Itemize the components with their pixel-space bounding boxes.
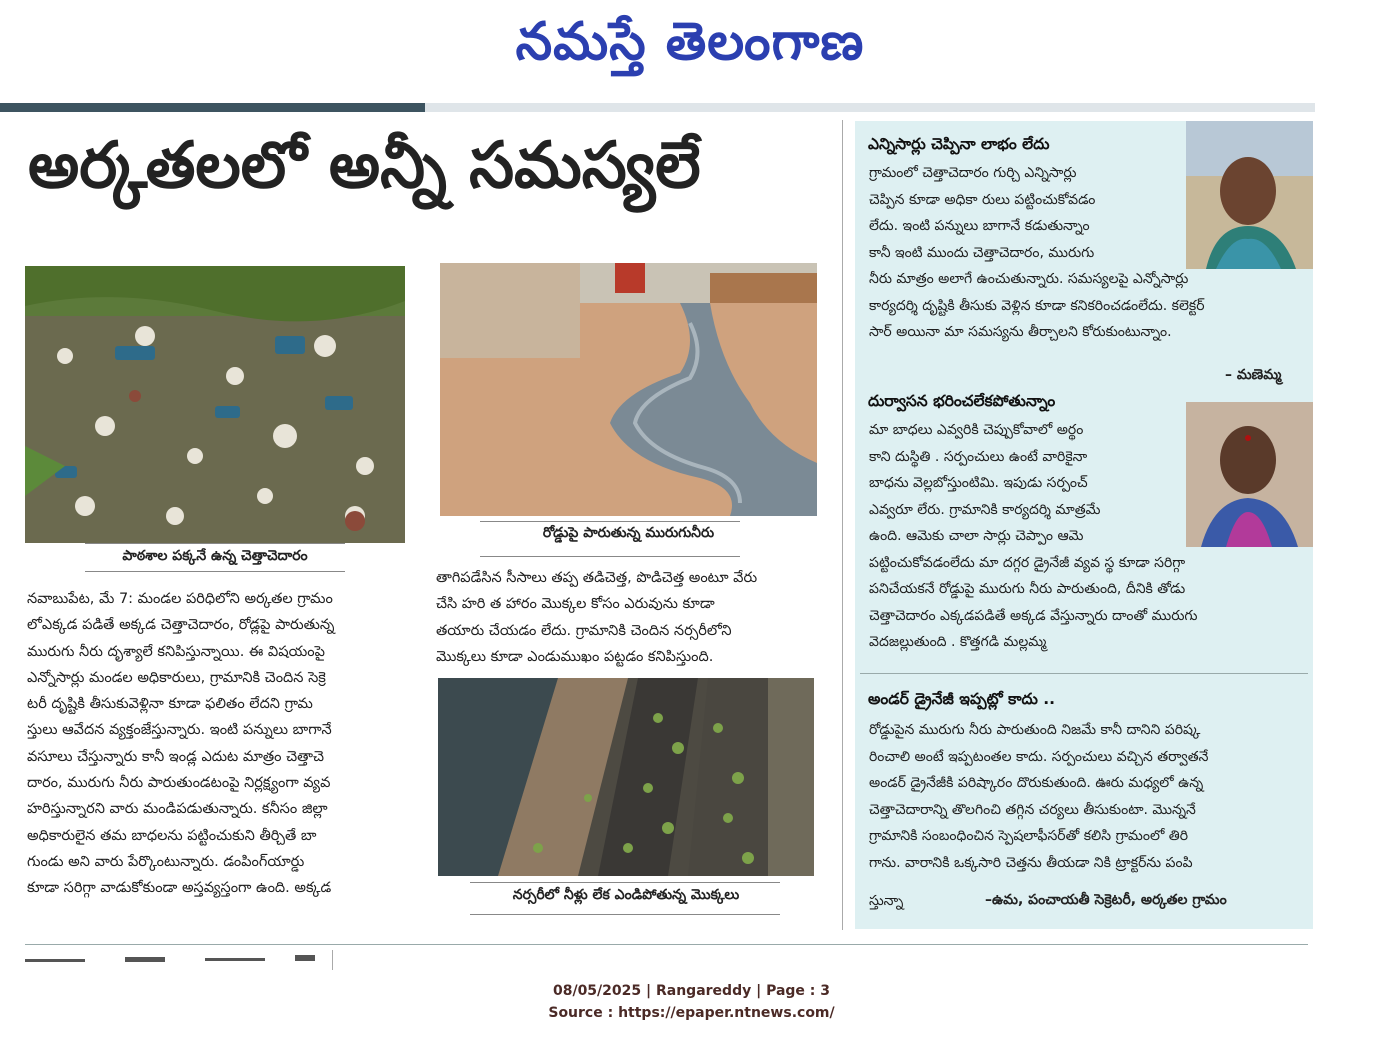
- caption-rule: [85, 571, 345, 572]
- article-body-col1: [27, 586, 437, 902]
- body-line: నవాబుపేట, మే 7: మండల పరిధిలోని అర్కతల గ్రామం: [27, 591, 333, 607]
- quote-line: చెప్పిన కూడా అధికా రులు పట్టించుకోవడం: [869, 191, 1096, 208]
- caption-rule: [480, 521, 740, 522]
- quote-line: సార్ అయినా మా సమస్యను తీర్చాలని కోరుకుంటున్నాం.: [869, 324, 1172, 340]
- quote-line: చెత్తాచెదారం ఎక్కడపడితే అక్కడ వేస్తున్నారు దాంతో మురుగు: [869, 607, 1198, 624]
- photo-caption-garbage: పాఠశాల పక్కనే ఉన్న చెత్తాచెదారం: [122, 548, 308, 564]
- body-line: మురుగు నీరు దృశ్యాలే కనిపిస్తున్నాయి. ఈ విషయంపై: [27, 643, 325, 660]
- quote2-heading: దుర్వాసన భరించలేకపోతున్నాం: [868, 392, 1056, 410]
- header-rule-light: [425, 103, 1315, 112]
- footer-dateline: 08/05/2025 | Rangareddy | Page : 3: [552, 983, 831, 999]
- footer-source: Source : https://epaper.ntnews.com/: [548, 1005, 835, 1021]
- garbage-photo: [25, 266, 405, 543]
- quote-line: ఎవ్వరూ లేరు. గ్రామానికి కార్యదర్శి మాత్రమే: [869, 501, 1101, 518]
- body-line: స్తులు ఆవేదన వ్యక్తంజేస్తున్నారు. ఇంటి పన్నులు బాగానే: [27, 722, 332, 739]
- sewage-road-photo: [440, 263, 817, 516]
- body-line: గుండు అని వారు పేర్కొంటున్నారు. డంపింగ్‌యార్డు: [27, 853, 305, 870]
- article-body-col2: [436, 565, 826, 670]
- sewage-road-image: [440, 263, 817, 516]
- caption-rule: [85, 543, 345, 544]
- body-line: లోఎక్కడ పడితే అక్కడ చెత్తాచెదారం, రోడ్లపై పారుతున్న: [27, 617, 335, 634]
- caption-rule: [470, 914, 780, 915]
- quote3-last-line: స్తున్నా: [869, 893, 904, 909]
- photo-caption-nursery: నర్సరీలో నీళ్లు లేక ఎండిపోతున్న మొక్కలు: [512, 887, 740, 903]
- body-line: వసూలు చేస్తున్నారు కానీ ఇండ్ల ఎదుట మాత్రం చెత్తాచె: [27, 748, 324, 765]
- article-headline: అర్కతలలో అన్నీ సమస్యలే: [28, 129, 701, 203]
- quote-line: కాని దుస్థితి . సర్పంచులు ఉంటే వారికైనా: [869, 448, 1088, 465]
- photo-caption-sewage: రోడ్డుపై పారుతున్న మురుగునీరు: [542, 525, 715, 541]
- body-line: అధికారులైన తమ బాధలను పట్టించుకుని తీర్చితే బా: [27, 827, 317, 844]
- quote3-signature: –ఉమ, పంచాయతీ సెక్రెటరీ, అర్కతల గ్రామం: [985, 892, 1227, 908]
- quote-line: అండర్ డ్రైనేజీకి పరిష్కారం దొరుకుతుంది. ఊరు మధ్యలో ఉన్న: [869, 775, 1204, 791]
- quote3-heading: అండర్ డ్రైనేజీ ఇప్పట్లో కాదు ..: [868, 690, 1055, 708]
- body-line: హరిస్తున్నారని వారు మండిపడుతున్నారు. కనీసం జిల్లా: [27, 801, 328, 818]
- caption-rule: [480, 556, 740, 557]
- quote-line: గ్రామంలో చెత్తాచెదారం గుర్చి ఎన్నిసార్లు: [869, 165, 1077, 181]
- page-bottom-rule: [25, 944, 1308, 945]
- quote3-body: [869, 717, 1309, 876]
- quote-line: మా బాధలు ఎవ్వరికి చెప్పుకోవాలో అర్థం: [869, 422, 1084, 438]
- truncated-next-article: [25, 955, 335, 965]
- quote-line: ఉంది. ఆమెకు చాలా సార్లు చెప్పాం ఆమె: [869, 528, 1084, 544]
- quote-line: వెదజల్లుతుంది . కొత్తగడి మల్లమ్మ: [869, 634, 1047, 650]
- quote-line: లేదు. ఇంటి పన్నులు బాగానే కడుతున్నాం: [869, 218, 1090, 234]
- body-line: టరీ దృష్టికి తీసుకువెళ్లినా కూడా ఫలితం లేదని గ్రామ: [27, 696, 313, 713]
- body-line: కూడా సరిగ్గా వాడుకోకుండా అస్తవ్యస్తంగా ఉంది. అక్కడ: [27, 880, 332, 897]
- header-rule-dark: [0, 103, 425, 112]
- quote2-body: [869, 417, 1309, 656]
- body-line: మొక్కలు కూడా ఎండుముఖం పట్టడం కనిపిస్తుంది.: [436, 648, 714, 665]
- newspaper-logo: నమస్తే తెలంగాణ: [515, 12, 865, 72]
- quote-line: పట్టించుకోవడంలేదు మా దగ్గర డ్రైనేజీ వ్యవ స్థ కూడా సరిగ్గా: [869, 554, 1186, 571]
- masthead: [0, 0, 1383, 100]
- garbage-image: [25, 266, 405, 543]
- quote-line: రోడ్డుపైన మురుగు నీరు పారుతుంది నిజమే కానీ దానిని పరిష్క: [869, 722, 1201, 738]
- quote-line: బాధను వెల్లబోస్తుంటిమి. ఇపుడు సర్పంచ్: [869, 475, 1088, 491]
- column-divider: [842, 120, 843, 930]
- quote1-body: [869, 160, 1309, 346]
- body-line: దారం, మురుగు నీరు పారుతుండటంపై నిర్లక్ష్యంగా వ్యవ: [27, 775, 331, 792]
- quote-line: కానీ ఇంటి ముందు చెత్తాచెదారం, మురుగు: [869, 244, 1095, 261]
- caption-rule: [470, 882, 780, 883]
- quote-line: కార్యదర్శి దృష్టికి తీసుకు వెళ్లిన కూడా కనికరించడంలేదు. కలెక్టర్: [869, 297, 1205, 314]
- nursery-image: [438, 678, 814, 876]
- quote-line: నీరు మాత్రం అలాగే ఉంచుతున్నారు. సమస్యలపై ఎన్నోసార్లు: [869, 271, 1189, 287]
- quote1-heading: ఎన్నిసార్లు చెప్పినా లాభం లేదు: [868, 135, 1050, 153]
- body-line: ఎన్నోసార్లు మండల అధికారులు, గ్రామానికి చెందిన సెక్రె: [27, 669, 326, 686]
- quote-line: రించాలి అంటే ఇప్పటంతల కాదు. సర్పంచులు వచ్చిన తర్వాతనే: [869, 748, 1209, 765]
- body-line: తయారు చేయడం లేదు. గ్రామానికి చెందిన నర్సరీలోని: [436, 622, 732, 639]
- quote-line: గాను. వారానికి ఒక్కసారి చెత్తను తీయడా నికి ట్రాక్టర్‌ను పంపి: [869, 854, 1193, 871]
- nursery-photo: [438, 678, 814, 876]
- body-line: చేసి హరి త హారం మొక్కల కోసం ఎరువును కూడా: [436, 596, 715, 613]
- quote-line: చెత్తాచెదారాన్ని తొలగించి తగ్గిన చర్యలు తీసుకుంటా. మొన్ననే: [869, 801, 1196, 818]
- quote-line: గ్రామానికి సంబంధించిన స్పెషలాఫీసర్‌తో కలిసి గ్రామంలో తిరి: [869, 828, 1189, 844]
- body-line: తాగిపడేసిన సీసాలు తప్ప తడిచెత్త, పొడిచెత్త అంటూ వేరు: [436, 570, 758, 586]
- quote1-signature: – మణెమ్మ: [1225, 367, 1282, 383]
- quote-line: పనిచేయకనే రోడ్డుపై మురుగు నీరు పారుతుంది, దీనికి తోడు: [869, 581, 1186, 597]
- sidebar-divider: [860, 673, 1308, 674]
